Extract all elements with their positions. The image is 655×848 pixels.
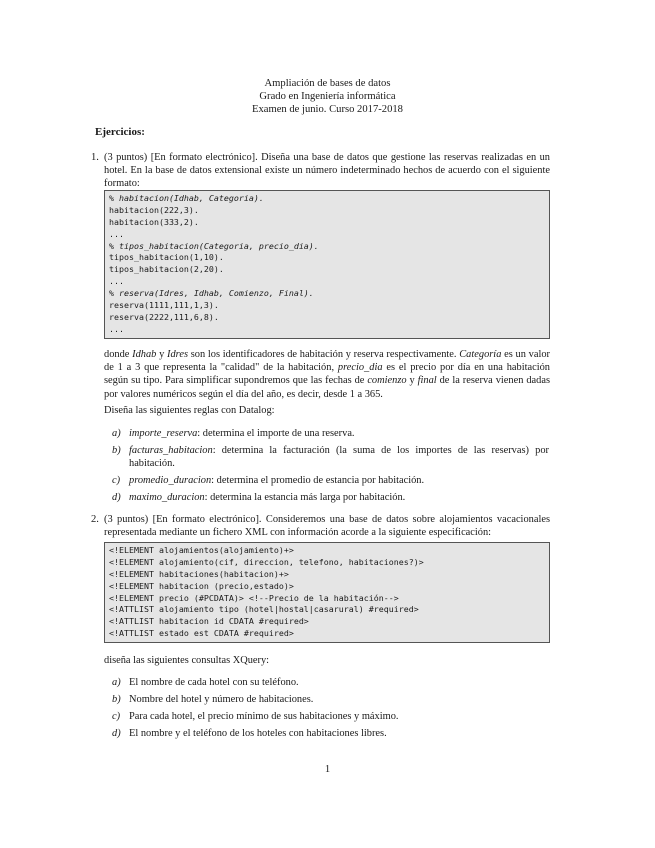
rule-text <box>129 491 549 504</box>
query-text: El nombre y el teléfono de los hoteles con habitaciones libres. <box>129 728 387 739</box>
exercise-2-number: 2. <box>91 514 99 525</box>
desc-text-6: y <box>406 375 418 387</box>
exercise-1-description <box>104 348 550 401</box>
rule-name: importe_reserva <box>129 428 198 439</box>
code-line: <!ATTLIST alojamiento tipo (hotel|hostal|casarural) #required> <box>109 604 419 615</box>
rule-label: c) <box>112 475 121 486</box>
term-categoria: Categoría <box>459 349 502 360</box>
query-text: El nombre de cada hotel con su teléfono. <box>129 677 299 688</box>
rule-description: : determina la facturación (la suma de los importes de las reservas) por habitación. <box>129 445 549 470</box>
query-text: Para cada hotel, el precio mínimo de sus habitaciones y máximo. <box>129 711 399 722</box>
datalog-code-block <box>104 190 550 339</box>
code-line: habitacion(222,3). <box>109 204 199 215</box>
desc-text-2: y <box>156 349 168 360</box>
code-line: tipos_habitacion(1,10). <box>109 252 224 263</box>
code-line: <!ELEMENT habitaciones(habitacion)+> <box>109 568 289 579</box>
rule-name: promedio_duracion <box>129 475 212 486</box>
xml-dtd-code-block <box>104 542 550 643</box>
code-line: habitacion(333,2). <box>109 216 199 227</box>
desc-text-3: son los identificadores de habitación y reserva respectivamente. <box>188 349 460 360</box>
section-title: Ejercicios: <box>95 126 145 138</box>
code-line: ... <box>109 228 124 239</box>
rule-text <box>129 427 549 440</box>
code-line: % habitacion(Idhab, Categoria). <box>109 193 264 203</box>
query-text: Nombre del hotel y número de habitaciones. <box>129 694 314 705</box>
code-line: reserva(1111,111,1,3). <box>109 300 219 311</box>
rule-text <box>129 444 549 470</box>
code-line: ... <box>109 323 124 334</box>
term-comienzo: comienzo <box>367 375 407 387</box>
exam-title: Examen de junio. Curso 2017-2018 <box>252 104 403 115</box>
query-label: a) <box>112 677 121 688</box>
code-line: tipos_habitacion(2,20). <box>109 264 224 275</box>
desc-text-7: de la reserva vienen dadas por valores numéricos según el día del año, es decir, desde 1 a 365. <box>104 375 550 400</box>
exercise-2-intro: (3 puntos) [En formato electrónico]. Consideremos una base de datos sobre alojamientos vacacionales representada mediante un fichero XML con información acorde a la siguiente especificación: <box>104 514 550 539</box>
term-idres: Idres <box>167 349 188 360</box>
code-line: <!ELEMENT habitacion (precio,estado)> <box>109 580 294 591</box>
queries-intro: diseña las siguientes consultas XQuery: <box>104 655 270 666</box>
degree-title: Grado en Ingeniería informática <box>259 91 396 102</box>
rule-description: : determina el importe de una reserva. <box>197 428 355 439</box>
code-line: <!ELEMENT alojamiento(cif, direccion, telefono, habitaciones?)> <box>109 556 424 567</box>
exercise-1-intro: (3 puntos) [En formato electrónico]. Diseña una base de datos que gestione las reservas realizadas en un hotel. En la base de datos extensional existe un número indeterminado hechos de acuerdo con el siguiente formato: <box>104 152 550 190</box>
rule-description: : determina el promedio de estancia por habitación. <box>211 475 425 486</box>
exercise-1-number: 1. <box>91 152 99 163</box>
rule-text <box>129 474 549 487</box>
query-label: d) <box>112 728 121 739</box>
code-line: <!ELEMENT precio (#PCDATA)> <!--Precio de la habitación--> <box>109 592 399 603</box>
exam-header <box>0 77 655 116</box>
course-title: Ampliación de bases de datos <box>264 78 391 89</box>
term-final: final <box>417 375 437 387</box>
page-number: 1 <box>324 764 331 775</box>
code-line: <!ELEMENT alojamientos(alojamiento)+> <box>109 545 294 555</box>
rules-intro: Diseña las siguientes reglas con Datalog: <box>104 405 275 416</box>
code-line: reserva(2222,111,6,8). <box>109 311 219 322</box>
desc-text-4: es un valor de 1 a 3 que representa la "calidad" de la habitación, <box>104 349 550 374</box>
term-precio-dia: precio_dia <box>337 362 383 374</box>
code-line: ... <box>109 276 124 287</box>
rule-description: : determina la estancia más larga por habitación. <box>204 492 406 503</box>
query-label: b) <box>112 694 121 705</box>
code-line: <!ATTLIST estado est CDATA #required> <box>109 628 294 639</box>
code-line: % reserva(Idres, Idhab, Comienzo, Final). <box>109 288 314 299</box>
rule-label: d) <box>112 492 121 503</box>
code-line: % tipos_habitacion(Categoria, precio_dia). <box>109 240 319 251</box>
rule-label: a) <box>112 428 121 439</box>
term-idhab: Idhab <box>132 349 157 360</box>
desc-text-1: donde <box>104 349 133 360</box>
rule-label: b) <box>112 445 121 456</box>
code-line: <!ATTLIST habitacion id CDATA #required> <box>109 616 309 627</box>
query-label: c) <box>112 711 121 722</box>
desc-text-5: es el precio por día en una habitación según su tipo. Para simplificar supondremos que las fechas de <box>104 362 550 387</box>
rule-name: facturas_habitacion <box>129 445 213 456</box>
rule-name: maximo_duracion <box>129 492 205 503</box>
